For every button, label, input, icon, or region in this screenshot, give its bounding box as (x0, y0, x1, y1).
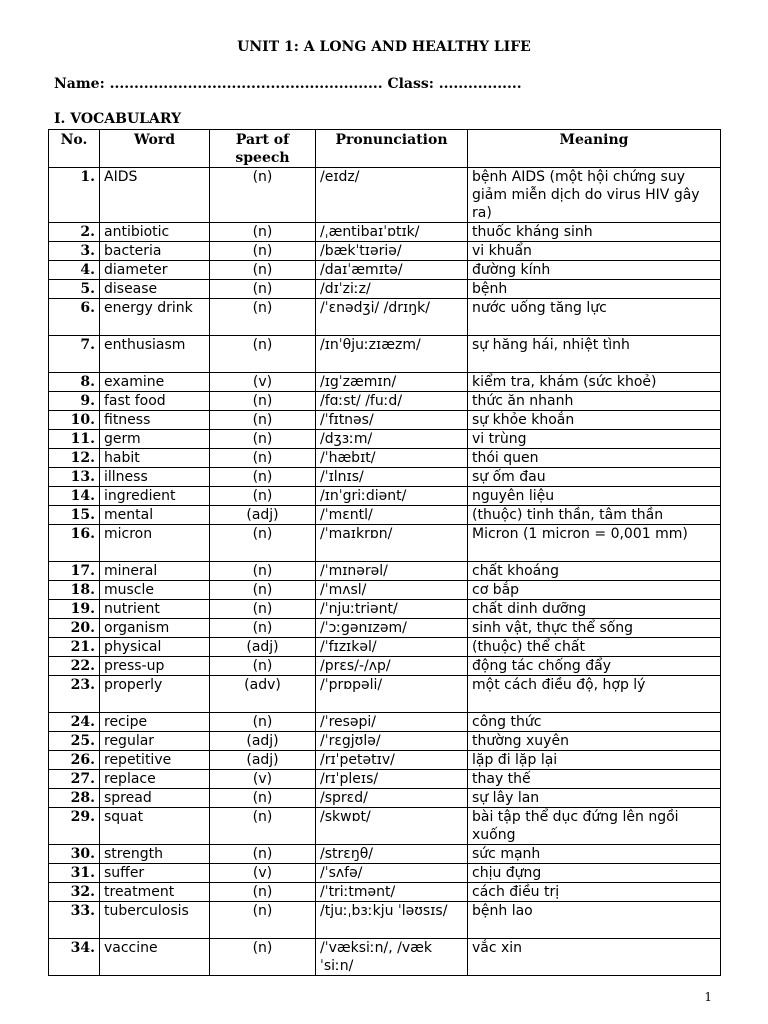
cell-no: 14. (49, 487, 100, 506)
cell-pronunciation: /ˈmaɪkrɒn/ (316, 525, 468, 562)
table-row (49, 411, 721, 430)
cell-meaning: (thuộc) thể chất (468, 638, 721, 657)
cell-pronunciation: /ˈvæksiːn/, /vækˈsiːn/ (316, 939, 468, 976)
cell-meaning: (thuộc) tinh thần, tâm thần (468, 506, 721, 525)
cell-no: 6. (49, 299, 100, 336)
cell-no: 5. (49, 280, 100, 299)
table-row (49, 242, 721, 261)
cell-part-of-speech: (n) (210, 525, 316, 562)
header-no: No. (49, 130, 100, 168)
cell-no: 9. (49, 392, 100, 411)
cell-no: 31. (49, 864, 100, 883)
cell-meaning: sự hăng hái, nhiệt tình (468, 336, 721, 373)
cell-pronunciation: /prɛs/-/ʌp/ (316, 657, 468, 676)
cell-word: fast food (100, 392, 210, 411)
cell-pronunciation: /daɪˈæmɪtə/ (316, 261, 468, 280)
cell-part-of-speech: (n) (210, 657, 316, 676)
table-row (49, 676, 721, 713)
table-row (49, 525, 721, 562)
cell-meaning: sinh vật, thực thể sống (468, 619, 721, 638)
cell-pronunciation: /ˈmɪnərəl/ (316, 562, 468, 581)
cell-part-of-speech: (n) (210, 883, 316, 902)
cell-pronunciation: /dɪˈziːz/ (316, 280, 468, 299)
cell-part-of-speech: (adj) (210, 751, 316, 770)
cell-pronunciation: /dʒɜːm/ (316, 430, 468, 449)
table-row (49, 883, 721, 902)
table-row (49, 845, 721, 864)
cell-no: 22. (49, 657, 100, 676)
cell-word: ingredient (100, 487, 210, 506)
cell-pronunciation: /ɪnˈgriːdiənt/ (316, 487, 468, 506)
cell-meaning: nguyên liệu (468, 487, 721, 506)
cell-word: treatment (100, 883, 210, 902)
cell-word: disease (100, 280, 210, 299)
cell-meaning: vi trùng (468, 430, 721, 449)
cell-no: 2. (49, 223, 100, 242)
cell-part-of-speech: (n) (210, 487, 316, 506)
table-row (49, 430, 721, 449)
cell-pronunciation: /ˈɪlnɪs/ (316, 468, 468, 487)
cell-word: squat (100, 808, 210, 845)
cell-meaning: động tác chống đẩy (468, 657, 721, 676)
cell-meaning: thuốc kháng sinh (468, 223, 721, 242)
cell-pronunciation: /ɪgˈzæmɪn/ (316, 373, 468, 392)
cell-part-of-speech: (n) (210, 336, 316, 373)
cell-meaning: chất khoáng (468, 562, 721, 581)
cell-pronunciation: /ˈmɛntl/ (316, 506, 468, 525)
table-row (49, 713, 721, 732)
cell-pronunciation: /sprɛd/ (316, 789, 468, 808)
cell-pronunciation: /ˈtriːtmənt/ (316, 883, 468, 902)
section-heading: I. VOCABULARY (54, 111, 182, 127)
cell-meaning: chịu đựng (468, 864, 721, 883)
cell-part-of-speech: (n) (210, 619, 316, 638)
table-row (49, 600, 721, 619)
cell-meaning: bệnh lao (468, 902, 721, 939)
cell-word: strength (100, 845, 210, 864)
table-row (49, 657, 721, 676)
cell-pronunciation: /ˈprɒpəli/ (316, 676, 468, 713)
name-class-line: Name: ........................................................ Class: ................. (54, 76, 522, 92)
cell-word: spread (100, 789, 210, 808)
cell-part-of-speech: (v) (210, 373, 316, 392)
cell-no: 16. (49, 525, 100, 562)
table-row (49, 638, 721, 657)
cell-part-of-speech: (n) (210, 562, 316, 581)
cell-no: 28. (49, 789, 100, 808)
header-pos: Part of speech (210, 130, 316, 168)
cell-no: 30. (49, 845, 100, 864)
cell-part-of-speech: (n) (210, 223, 316, 242)
cell-no: 1. (49, 168, 100, 223)
cell-word: nutrient (100, 600, 210, 619)
cell-word: press-up (100, 657, 210, 676)
cell-no: 32. (49, 883, 100, 902)
table-row (49, 789, 721, 808)
table-row (49, 808, 721, 845)
cell-meaning: sự lây lan (468, 789, 721, 808)
cell-word: muscle (100, 581, 210, 600)
cell-word: properly (100, 676, 210, 713)
cell-word: suffer (100, 864, 210, 883)
cell-word: regular (100, 732, 210, 751)
cell-word: organism (100, 619, 210, 638)
cell-word: diameter (100, 261, 210, 280)
cell-part-of-speech: (n) (210, 449, 316, 468)
cell-pronunciation: /rɪˈpleɪs/ (316, 770, 468, 789)
cell-part-of-speech: (n) (210, 902, 316, 939)
cell-pronunciation: /ˈfɪtnəs/ (316, 411, 468, 430)
cell-pronunciation: /strɛŋθ/ (316, 845, 468, 864)
cell-word: fitness (100, 411, 210, 430)
cell-pronunciation: /tjuːˌbɜːkju ˈləʊsɪs/ (316, 902, 468, 939)
cell-part-of-speech: (n) (210, 261, 316, 280)
cell-part-of-speech: (adv) (210, 676, 316, 713)
cell-part-of-speech: (n) (210, 808, 316, 845)
cell-meaning: thói quen (468, 449, 721, 468)
cell-no: 19. (49, 600, 100, 619)
cell-part-of-speech: (n) (210, 430, 316, 449)
cell-meaning: một cách điều độ, hợp lý (468, 676, 721, 713)
table-row (49, 939, 721, 976)
cell-part-of-speech: (n) (210, 845, 316, 864)
cell-part-of-speech: (adj) (210, 506, 316, 525)
cell-pronunciation: /eɪdz/ (316, 168, 468, 223)
cell-pronunciation: /rɪˈpetətɪv/ (316, 751, 468, 770)
table-row (49, 506, 721, 525)
cell-no: 11. (49, 430, 100, 449)
cell-meaning: kiểm tra, khám (sức khoẻ) (468, 373, 721, 392)
cell-no: 18. (49, 581, 100, 600)
cell-part-of-speech: (n) (210, 581, 316, 600)
cell-word: energy drink (100, 299, 210, 336)
cell-no: 34. (49, 939, 100, 976)
cell-pronunciation: /ˈhæbɪt/ (316, 449, 468, 468)
cell-pronunciation: /ˈmʌsl/ (316, 581, 468, 600)
cell-meaning: sức mạnh (468, 845, 721, 864)
cell-meaning: chất dinh dưỡng (468, 600, 721, 619)
cell-meaning: sự khỏe khoắn (468, 411, 721, 430)
header-pronunciation: Pronunciation (316, 130, 468, 168)
cell-meaning: vắc xin (468, 939, 721, 976)
cell-meaning: nước uống tăng lực (468, 299, 721, 336)
cell-no: 13. (49, 468, 100, 487)
cell-part-of-speech: (n) (210, 468, 316, 487)
cell-meaning: cơ bắp (468, 581, 721, 600)
cell-part-of-speech: (n) (210, 392, 316, 411)
cell-no: 21. (49, 638, 100, 657)
cell-pronunciation: /ˌæntibaɪˈɒtɪk/ (316, 223, 468, 242)
table-row (49, 770, 721, 789)
cell-pronunciation: /fɑːst/ /fuːd/ (316, 392, 468, 411)
table-row (49, 864, 721, 883)
header-meaning: Meaning (468, 130, 721, 168)
cell-part-of-speech: (n) (210, 600, 316, 619)
cell-meaning: thường xuyên (468, 732, 721, 751)
table-row (49, 299, 721, 336)
cell-part-of-speech: (n) (210, 411, 316, 430)
cell-meaning: bệnh (468, 280, 721, 299)
cell-pronunciation: /ˈresəpi/ (316, 713, 468, 732)
cell-word: tuberculosis (100, 902, 210, 939)
cell-part-of-speech: (n) (210, 939, 316, 976)
cell-part-of-speech: (n) (210, 168, 316, 223)
cell-meaning: vi khuẩn (468, 242, 721, 261)
cell-pronunciation: /ˈfɪzɪkəl/ (316, 638, 468, 657)
cell-pronunciation: /bækˈtɪəriə/ (316, 242, 468, 261)
cell-part-of-speech: (adj) (210, 638, 316, 657)
cell-word: mental (100, 506, 210, 525)
table-row (49, 751, 721, 770)
cell-meaning: bài tập thể dục đứng lên ngồi xuống (468, 808, 721, 845)
table-row (49, 373, 721, 392)
cell-pronunciation: /ɪnˈθjuːzɪæzm/ (316, 336, 468, 373)
cell-word: bacteria (100, 242, 210, 261)
cell-part-of-speech: (n) (210, 242, 316, 261)
cell-meaning: công thức (468, 713, 721, 732)
cell-meaning: Micron (1 micron = 0,001 mm) (468, 525, 721, 562)
cell-no: 3. (49, 242, 100, 261)
cell-word: repetitive (100, 751, 210, 770)
table-row (49, 392, 721, 411)
table-row (49, 449, 721, 468)
cell-word: recipe (100, 713, 210, 732)
cell-word: mineral (100, 562, 210, 581)
cell-word: habit (100, 449, 210, 468)
table-row (49, 336, 721, 373)
cell-no: 4. (49, 261, 100, 280)
cell-no: 8. (49, 373, 100, 392)
table-header-row (49, 130, 721, 168)
table-row (49, 261, 721, 280)
header-word: Word (100, 130, 210, 168)
cell-no: 33. (49, 902, 100, 939)
cell-part-of-speech: (n) (210, 713, 316, 732)
page-number: 1 (704, 990, 712, 1004)
cell-pronunciation: /ˈrɛgjʊlə/ (316, 732, 468, 751)
table-row (49, 902, 721, 939)
cell-pronunciation: /ˈɔːgənɪzəm/ (316, 619, 468, 638)
cell-pronunciation: /skwɒt/ (316, 808, 468, 845)
cell-no: 23. (49, 676, 100, 713)
cell-part-of-speech: (n) (210, 299, 316, 336)
cell-word: vaccine (100, 939, 210, 976)
cell-word: illness (100, 468, 210, 487)
table-row (49, 581, 721, 600)
cell-meaning: lặp đi lặp lại (468, 751, 721, 770)
cell-no: 29. (49, 808, 100, 845)
cell-meaning: đường kính (468, 261, 721, 280)
table-row (49, 619, 721, 638)
cell-meaning: thức ăn nhanh (468, 392, 721, 411)
cell-part-of-speech: (v) (210, 770, 316, 789)
table-row (49, 562, 721, 581)
cell-word: examine (100, 373, 210, 392)
cell-word: physical (100, 638, 210, 657)
cell-no: 26. (49, 751, 100, 770)
cell-no: 24. (49, 713, 100, 732)
cell-pronunciation: /ˈɛnədʒi/ /drɪŋk/ (316, 299, 468, 336)
cell-no: 10. (49, 411, 100, 430)
cell-part-of-speech: (n) (210, 280, 316, 299)
cell-part-of-speech: (adj) (210, 732, 316, 751)
table-row (49, 280, 721, 299)
cell-word: replace (100, 770, 210, 789)
vocabulary-table (48, 129, 721, 976)
cell-meaning: thay thế (468, 770, 721, 789)
cell-pronunciation: /ˈsʌfə/ (316, 864, 468, 883)
cell-meaning: cách điều trị (468, 883, 721, 902)
cell-no: 25. (49, 732, 100, 751)
table-row (49, 487, 721, 506)
cell-word: antibiotic (100, 223, 210, 242)
cell-meaning: bệnh AIDS (một hội chứng suy giảm miễn dịch do virus HIV gây ra) (468, 168, 721, 223)
cell-part-of-speech: (n) (210, 789, 316, 808)
table-row (49, 732, 721, 751)
table-row (49, 468, 721, 487)
cell-pronunciation: /ˈnjuːtriənt/ (316, 600, 468, 619)
cell-no: 20. (49, 619, 100, 638)
cell-part-of-speech: (v) (210, 864, 316, 883)
cell-no: 12. (49, 449, 100, 468)
cell-word: AIDS (100, 168, 210, 223)
cell-word: enthusiasm (100, 336, 210, 373)
document-title: UNIT 1: A LONG AND HEALTHY LIFE (237, 39, 531, 55)
table-row (49, 223, 721, 242)
vocabulary-rows (49, 168, 721, 976)
cell-no: 7. (49, 336, 100, 373)
cell-no: 17. (49, 562, 100, 581)
cell-no: 27. (49, 770, 100, 789)
table-row (49, 168, 721, 223)
cell-meaning: sự ốm đau (468, 468, 721, 487)
cell-no: 15. (49, 506, 100, 525)
cell-word: germ (100, 430, 210, 449)
cell-word: micron (100, 525, 210, 562)
